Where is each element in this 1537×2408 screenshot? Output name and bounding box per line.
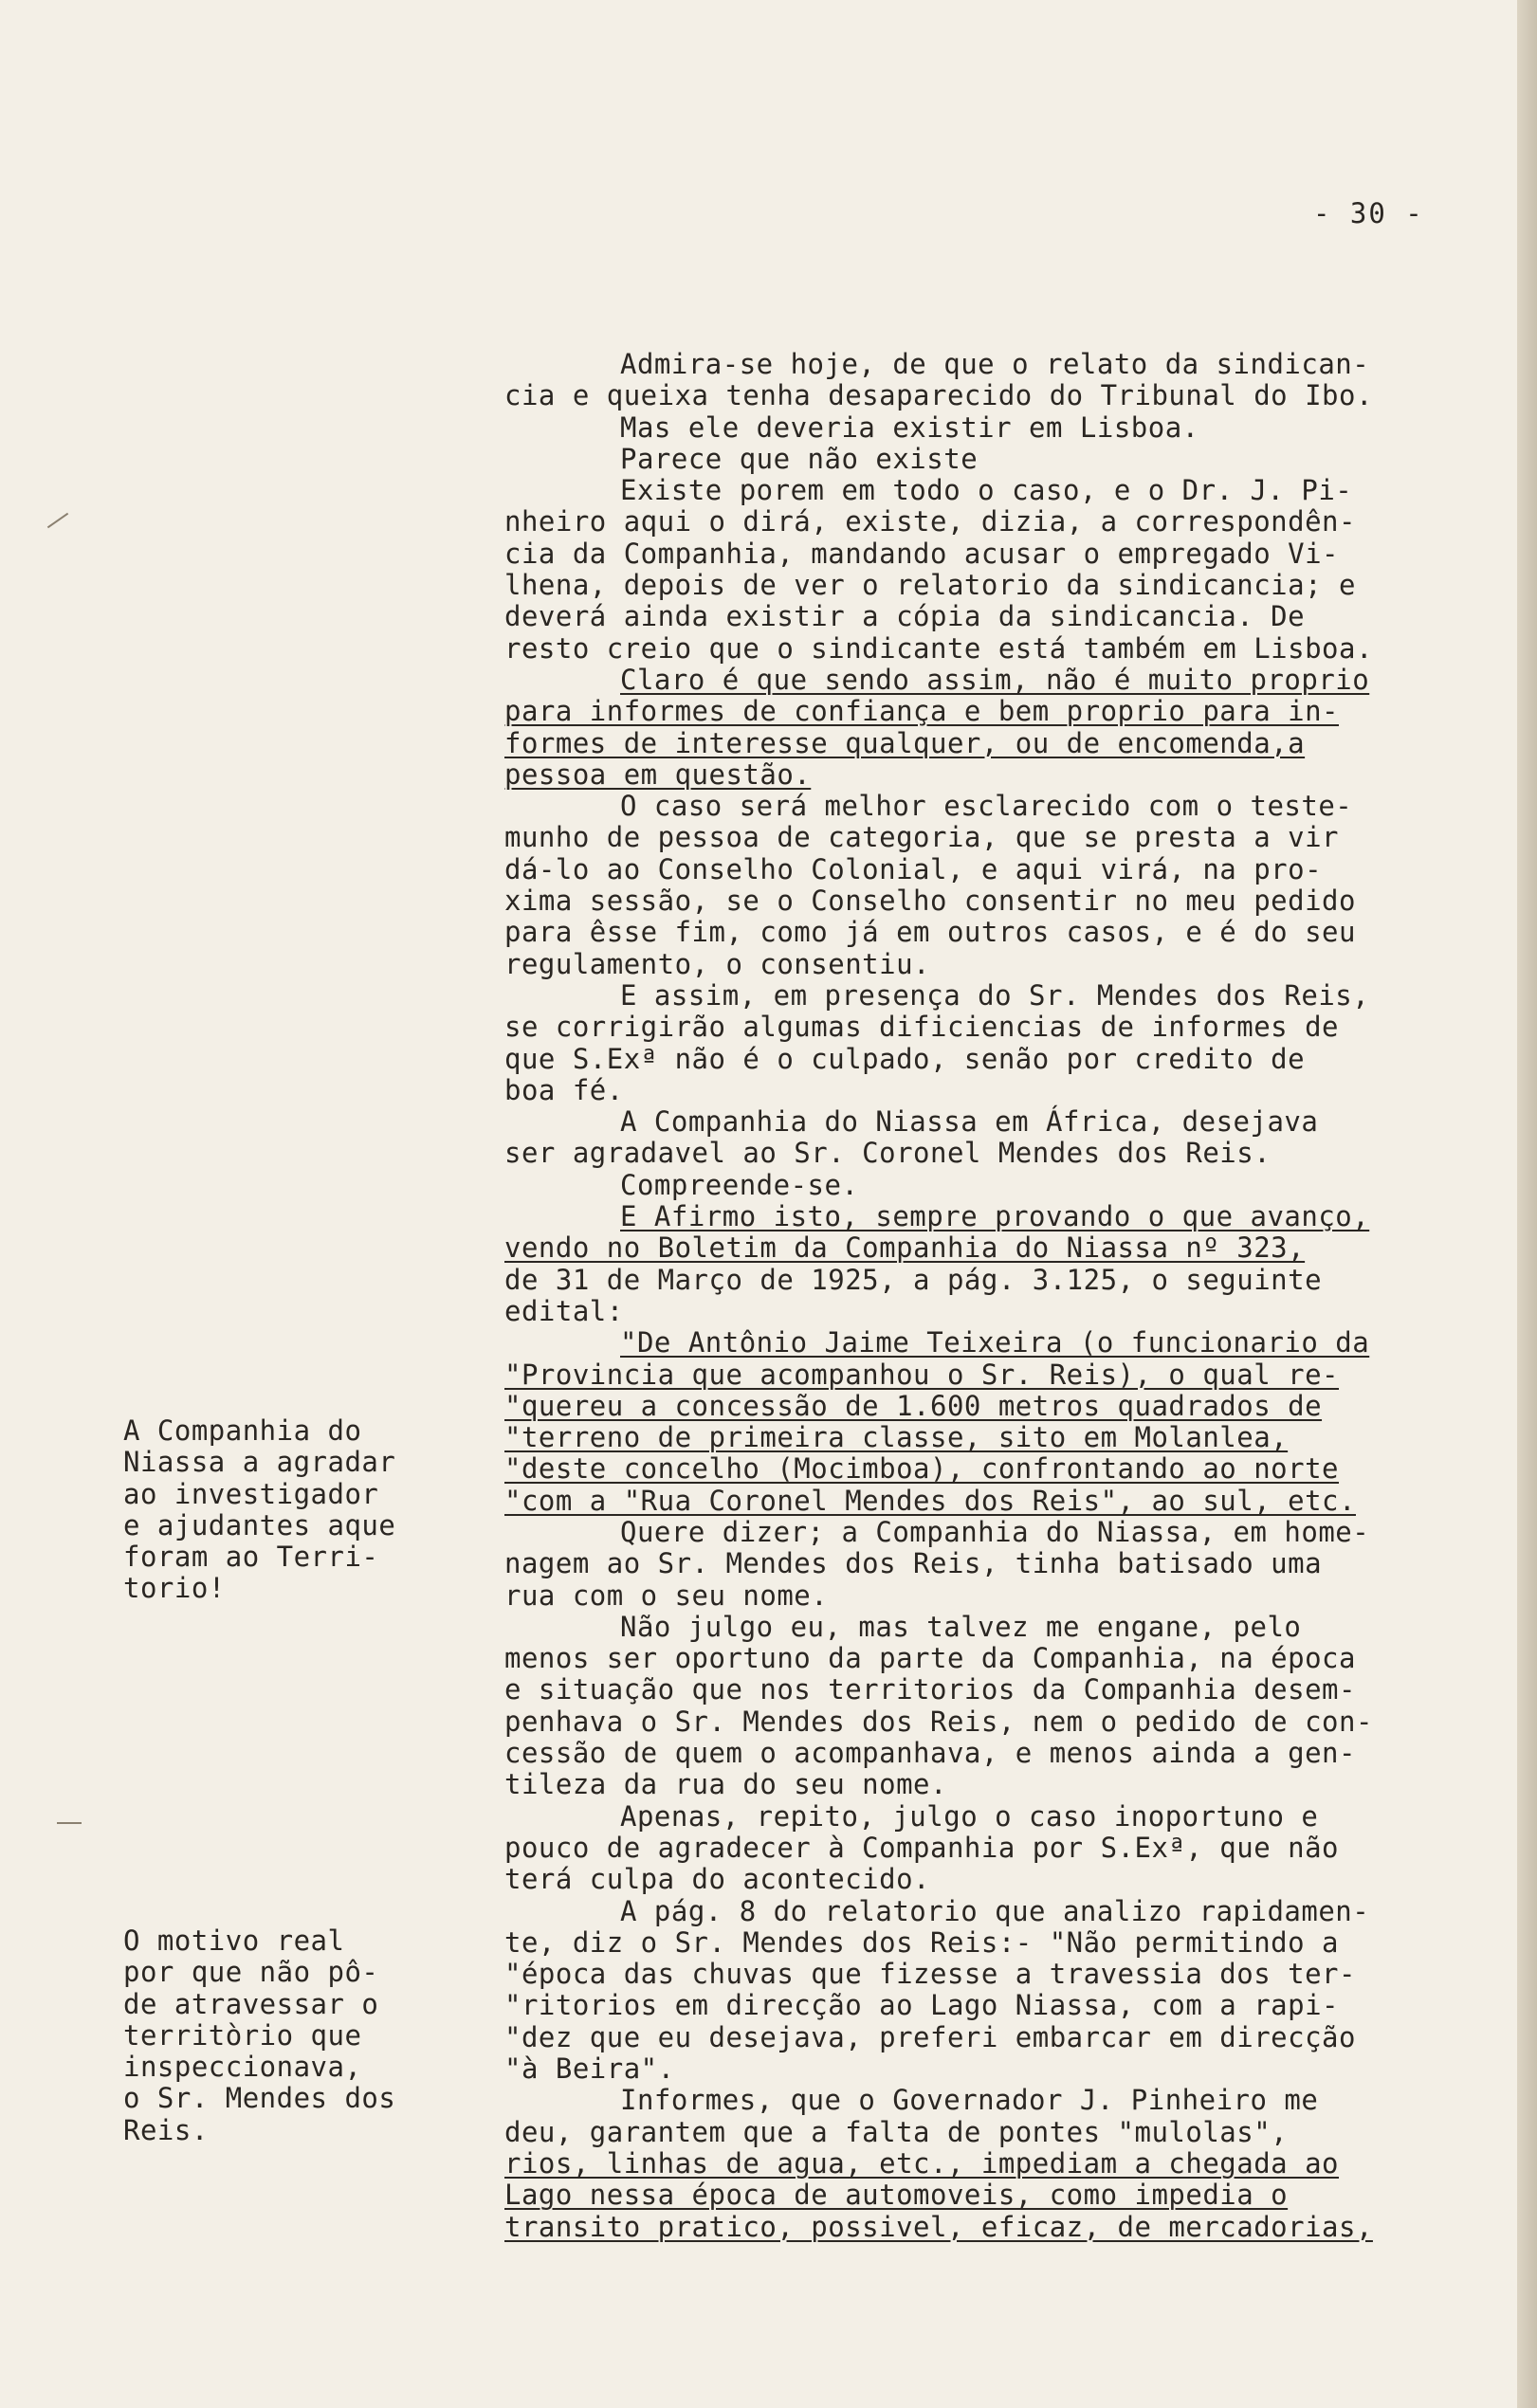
text-line <box>504 2085 1472 2116</box>
text-line <box>504 728 1472 759</box>
text-line-content: Compreende-se. <box>620 1168 859 1201</box>
text-line-content: terá culpa do acontecido. <box>504 1863 930 1896</box>
text-line <box>504 2053 1472 2085</box>
text-line <box>504 1738 1472 1769</box>
margin-note-line: por que não pô- <box>123 1956 379 1989</box>
text-line-content: vendo no Boletim da Companhia do Niassa nº 323, <box>504 1231 1306 1265</box>
text-line-content: que S.Exª não é o culpado, senão por credito de <box>504 1042 1306 1075</box>
text-line <box>504 1232 1472 1264</box>
text-line-content: Admira-se hoje, de que o relato da sindican- <box>620 348 1370 380</box>
text-line <box>504 2148 1472 2180</box>
text-line <box>504 1801 1472 1833</box>
text-line <box>504 1959 1472 1990</box>
text-line-content: formes de interesse qualquer, ou de encomenda,a <box>504 726 1306 759</box>
text-line-content: deverá ainda existir a cópia da sindicancia. De <box>504 600 1306 633</box>
text-line-content: nheiro aqui o dirá, existe, dizia, a correspondên- <box>504 505 1356 538</box>
text-line-content: E Afirmo isto, sempre provando o que avanço, <box>620 1200 1370 1233</box>
text-line <box>504 1864 1472 1895</box>
text-line-content: xima sessão, se o Conselho consentir no meu pedido <box>504 885 1356 918</box>
text-line-content: resto creio que o sindicante está também em Lisboa. <box>504 631 1373 665</box>
margin-note-line: torio! <box>123 1572 226 1605</box>
text-line-content: "quereu a concessão de 1.600 metros quadrados de <box>504 1389 1323 1422</box>
text-line <box>504 980 1472 1012</box>
text-line-content: e situação que nos territorios da Companhia desem- <box>504 1673 1356 1706</box>
text-line-content: A pág. 8 do relatorio que analizo rapidamen- <box>620 1894 1370 1927</box>
text-line <box>504 1170 1472 1201</box>
text-line <box>504 791 1472 822</box>
margin-note-line: Niassa a agradar <box>123 1446 396 1479</box>
main-text <box>504 349 1472 2243</box>
text-line-content: dá-lo ao Conselho Colonial, e aqui virá, na pro- <box>504 852 1323 885</box>
text-line <box>504 1201 1472 1232</box>
text-line-content: transito pratico, possivel, eficaz, de mercadorias, <box>504 2210 1373 2243</box>
text-line <box>504 1012 1472 1043</box>
text-line <box>504 633 1472 665</box>
text-line-content: A Companhia do Niassa em África, desejava <box>620 1105 1319 1139</box>
text-line-content: Lago nessa época de automoveis, como impedia o <box>504 2179 1289 2212</box>
text-line <box>504 759 1472 791</box>
text-line-content: O caso será melhor esclarecido com o teste- <box>620 790 1353 823</box>
text-line-content: "De Antônio Jaime Teixeira (o funcionario da <box>620 1326 1370 1359</box>
text-line-content: ser agradavel ao Sr. Coronel Mendes dos Reis. <box>504 1137 1272 1170</box>
text-line <box>504 1359 1472 1391</box>
text-line <box>504 854 1472 885</box>
text-line-content: penhava o Sr. Mendes dos Reis, nem o pedido de con- <box>504 1705 1373 1738</box>
text-line-content: regulamento, o consentiu. <box>504 947 930 980</box>
text-line <box>504 2180 1472 2211</box>
text-line <box>504 822 1472 853</box>
text-line-content: E assim, em presença do Sr. Mendes dos Reis, <box>620 978 1370 1012</box>
text-line <box>504 1327 1472 1359</box>
text-line-content: Claro é que sendo assim, não é muito proprio <box>620 663 1370 696</box>
text-line <box>504 1769 1472 1800</box>
text-line-content: cia e queixa tenha desaparecido do Tribunal do Ibo. <box>504 379 1373 412</box>
text-line-content: cessão de quem o acompanhava, e menos ainda a gen- <box>504 1737 1356 1770</box>
text-line <box>504 1486 1472 1517</box>
text-line-content: Existe porem em todo o caso, e o Dr. J. Pi- <box>620 474 1353 507</box>
text-line <box>504 1612 1472 1643</box>
text-line <box>504 885 1472 917</box>
text-line-content: deu, garantem que a falta de pontes "mulolas", <box>504 2115 1289 2148</box>
margin-note-line: O motivo real <box>123 1925 345 1957</box>
text-line <box>504 2022 1472 2053</box>
text-line <box>504 665 1472 696</box>
text-line <box>504 1296 1472 1327</box>
text-line <box>504 1517 1472 1548</box>
text-line <box>504 1990 1472 2021</box>
margin-note-line: inspeccionava, <box>123 2051 362 2084</box>
text-line <box>504 1548 1472 1579</box>
text-line <box>504 601 1472 632</box>
text-line <box>504 475 1472 506</box>
text-line-content: "à Beira". <box>504 2052 675 2086</box>
text-line-content: Apenas, repito, julgo o caso inoportuno e <box>620 1799 1319 1833</box>
text-line-content: "deste concelho (Mocimboa), confrontando ao norte <box>504 1452 1340 1486</box>
text-line-content: Quere dizer; a Companhia do Niassa, em home- <box>620 1515 1370 1548</box>
text-line-content: menos ser oportuno da parte da Companhia, na época <box>504 1642 1356 1675</box>
text-line <box>504 349 1472 380</box>
text-line <box>504 538 1472 570</box>
text-line <box>504 1106 1472 1138</box>
margin-mark <box>57 1822 82 1824</box>
text-line-content: Informes, que o Governador J. Pinheiro me <box>620 2084 1319 2117</box>
text-line-content: "Provincia que acompanhou o Sr. Reis), o qual re- <box>504 1358 1340 1391</box>
text-line-content: de 31 de Março de 1925, a pág. 3.125, o seguinte <box>504 1263 1323 1296</box>
text-line-content: munho de pessoa de categoria, que se presta a vir <box>504 821 1340 854</box>
text-line-content: Parece que não existe <box>620 442 979 475</box>
page-number: - 30 - <box>1313 197 1424 229</box>
text-line <box>504 2212 1472 2243</box>
text-line <box>504 412 1472 444</box>
text-line <box>504 696 1472 727</box>
margin-note-line: A Companhia do <box>123 1414 362 1447</box>
text-line <box>504 1674 1472 1706</box>
text-line <box>504 506 1472 538</box>
margin-note-line: Reis. <box>123 2113 209 2146</box>
margin-note-line: ao investigador <box>123 1477 379 1510</box>
text-line-content: Não julgo eu, mas talvez me engane, pelo <box>620 1610 1302 1643</box>
text-line <box>504 1422 1472 1453</box>
text-line <box>504 1580 1472 1612</box>
text-line <box>504 1833 1472 1864</box>
text-line-content: rua com o seu nome. <box>504 1578 829 1612</box>
text-line <box>504 1453 1472 1485</box>
text-line-content: Mas ele deveria existir em Lisboa. <box>620 410 1199 444</box>
text-line <box>504 570 1472 601</box>
text-line-content: rios, linhas de agua, etc., impediam a chegada ao <box>504 2146 1340 2180</box>
text-line <box>504 1896 1472 1927</box>
text-line-content: lhena, depois de ver o relatorio da sindicancia; e <box>504 569 1356 602</box>
margin-note-line: territòrio que <box>123 2018 362 2052</box>
text-line-content: cia da Companhia, mandando acusar o empregado Vi- <box>504 537 1340 570</box>
text-line-content: boa fé. <box>504 1073 624 1106</box>
text-line <box>504 2117 1472 2148</box>
text-line-content: "terreno de primeira classe, sito em Molanlea, <box>504 1421 1289 1454</box>
text-line <box>504 1391 1472 1422</box>
text-line-content: para informes de confiança e bem proprio para in- <box>504 695 1340 728</box>
margin-note-line: foram ao Terri- <box>123 1541 379 1574</box>
margin-note-line: de atravessar o <box>123 1987 379 2020</box>
margin-note-companhia <box>123 1415 436 1605</box>
text-line <box>504 1075 1472 1106</box>
text-line <box>504 1643 1472 1674</box>
margin-note-line: e ajudantes aque <box>123 1508 396 1541</box>
text-line-content: "dez que eu desejava, preferi embarcar em direcção <box>504 2020 1356 2053</box>
text-line-content: nagem ao Sr. Mendes dos Reis, tinha batisado uma <box>504 1547 1323 1580</box>
text-line-content: se corrigirão algumas dificiencias de informes de <box>504 1011 1340 1044</box>
margin-note-motivo <box>123 1925 436 2146</box>
margin-mark <box>47 513 68 529</box>
text-line-content: pessoa em questão. <box>504 757 812 791</box>
text-line-content: pouco de agradecer à Companhia por S.Exª, que não <box>504 1831 1340 1864</box>
text-line <box>504 1044 1472 1075</box>
text-line <box>504 1265 1472 1296</box>
text-line-content: edital: <box>504 1294 624 1327</box>
text-line-content: para êsse fim, como já em outros casos, e é do seu <box>504 916 1356 949</box>
text-line-content: te, diz o Sr. Mendes dos Reis:- "Não permitindo a <box>504 1925 1340 1959</box>
text-line-content: tileza da rua do seu nome. <box>504 1768 947 1801</box>
text-line-content: "com a "Rua Coronel Mendes dos Reis", ao sul, etc. <box>504 1484 1356 1517</box>
text-line <box>504 949 1472 980</box>
text-line <box>504 917 1472 948</box>
text-line <box>504 1706 1472 1738</box>
text-line-content: "época das chuvas que fizesse a travessia dos ter- <box>504 1958 1356 1991</box>
text-line <box>504 1138 1472 1169</box>
text-line <box>504 444 1472 475</box>
text-line <box>504 1927 1472 1959</box>
page-edge <box>1517 0 1537 2408</box>
text-line-content: "ritorios em direcção ao Lago Niassa, com a rapi- <box>504 1989 1340 2022</box>
margin-note-line: o Sr. Mendes dos <box>123 2082 396 2115</box>
text-line <box>504 380 1472 411</box>
